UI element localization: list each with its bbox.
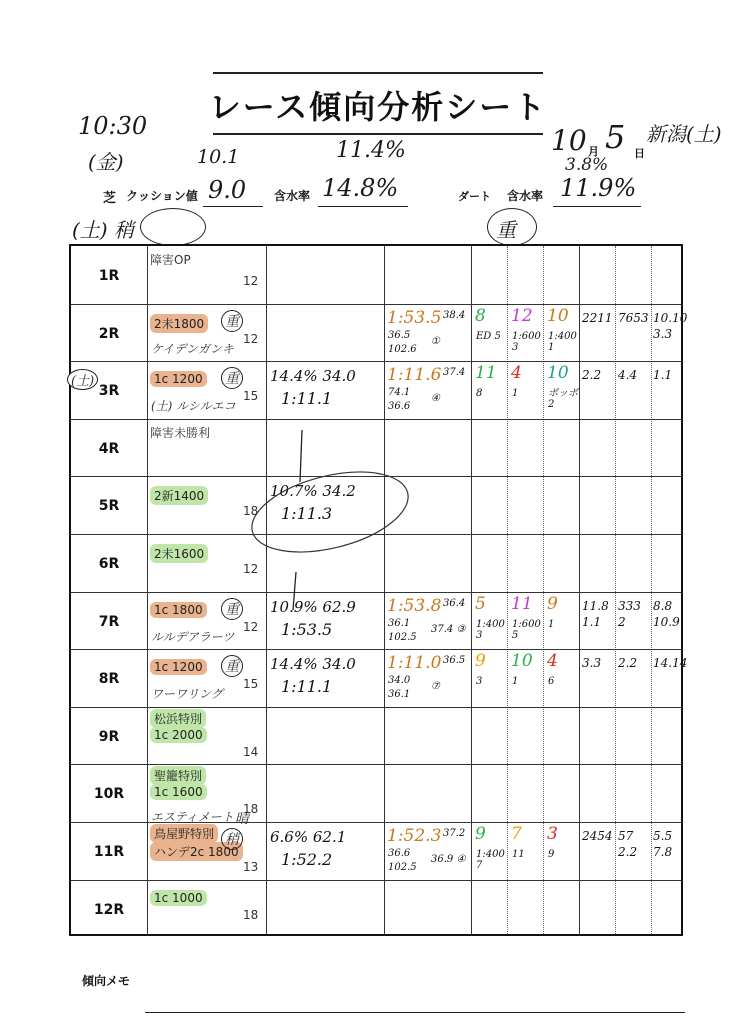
split-3: 36.9 ④: [431, 854, 466, 865]
winning-time: 1:53.5: [387, 307, 442, 328]
runner-count: 12: [243, 331, 259, 346]
date-day: 5: [605, 118, 626, 156]
day-label: 日: [634, 147, 645, 160]
runner-count: 15: [243, 389, 259, 404]
race-number: 9R: [98, 728, 120, 745]
page-title: レース傾向分析シート: [208, 88, 548, 126]
split-1: 36.6: [388, 848, 411, 859]
split-3: ⑦: [431, 681, 440, 693]
position-number: 7: [511, 824, 522, 844]
odds-3: 8.8 10.9: [653, 598, 680, 629]
condition-time: 1:52.2: [281, 850, 333, 869]
runner-count: 12: [243, 274, 259, 288]
condition-time: 1:11.3: [281, 504, 333, 524]
position-note: 3: [476, 676, 483, 688]
dirt-moisture-value: 11.9%: [560, 174, 637, 202]
split-3: ④: [431, 393, 440, 405]
dirt-moisture-top-note: 3.8%: [565, 155, 609, 175]
condition-note: 6.6% 62.1: [270, 828, 347, 846]
odds-2: 4.4: [618, 368, 638, 383]
race-class: 松浜特別: [150, 709, 206, 728]
race-number: 11R: [93, 844, 125, 860]
position-number: 9: [475, 651, 486, 672]
position-number: 11: [511, 593, 533, 614]
position-number: 10: [547, 305, 569, 326]
condition-note: 14.4% 34.0: [270, 367, 356, 386]
position-note: 1:400 1: [548, 330, 577, 353]
horse-note: エスティメート: [151, 810, 234, 824]
runner-count: 18: [243, 907, 259, 922]
position-note: 6: [548, 676, 555, 688]
turf-moisture-label: 含水率: [274, 189, 311, 203]
row-divider: [71, 649, 681, 650]
dirt-moisture-label: 含水率: [507, 189, 544, 203]
race-number: 1R: [98, 268, 120, 284]
last-3f: 37.4: [443, 367, 466, 379]
race-number: 7R: [98, 613, 120, 630]
runner-count: 18: [243, 504, 259, 519]
row-divider: [71, 419, 681, 420]
position-number: 12: [511, 305, 533, 326]
odds-1: 2.2: [582, 368, 602, 383]
condition-note: 10.9% 62.9: [270, 597, 356, 616]
position-number: 4: [547, 651, 558, 672]
race-class: 1c 1200: [150, 371, 207, 387]
row-divider: [71, 534, 681, 535]
track-mark: 稍: [221, 828, 243, 850]
split-1: 36.5: [388, 329, 411, 341]
odds-2: 57 2.2: [618, 829, 638, 859]
split-2: 36.1: [388, 689, 411, 701]
position-note: 11: [512, 849, 525, 860]
race-class-detail: 1c 1600: [150, 784, 207, 800]
position-note: ポッポ 2: [548, 388, 578, 411]
winning-time: 1:11.6: [387, 365, 442, 386]
race-class: 聖籠特別: [150, 766, 206, 785]
split-2: 102.6: [388, 343, 417, 355]
position-number: 11: [475, 363, 497, 384]
odds-3: 14.14: [653, 656, 688, 671]
col-divider: [471, 246, 472, 934]
horse-note: ケイデンガンキ: [151, 341, 234, 356]
turf-condition-note: (土) 稍: [72, 218, 134, 242]
position-note: 1: [548, 618, 555, 630]
runner-count: 13: [243, 860, 259, 874]
cushion-note: 10.1: [197, 146, 240, 168]
title-top-rule: [213, 72, 543, 74]
race-class: 2新1400: [150, 486, 208, 505]
position-note: ED 5: [476, 330, 501, 342]
horse-note: ルルデアラーツ: [151, 629, 235, 644]
odds-3: 10.10 3.3: [653, 310, 688, 341]
race-table: [69, 244, 688, 936]
last-3f: 38.4: [443, 309, 466, 321]
race-number: 6R: [98, 556, 120, 572]
race-class: 鳥屋野特別: [150, 824, 218, 843]
col-divider-dotted: [507, 246, 508, 934]
position-number: 10: [511, 651, 533, 672]
odds-2: 2.2: [618, 656, 638, 671]
row-divider: [71, 880, 681, 881]
position-note: 9: [548, 849, 555, 860]
col-divider: [147, 246, 148, 934]
condition-note: 10.7% 34.2: [270, 482, 356, 501]
position-number: 5: [475, 593, 486, 614]
row-divider: [71, 764, 681, 765]
position-number: 8: [475, 305, 486, 326]
winning-time: 1:53.8: [387, 595, 442, 616]
position-note: 1:400 3: [476, 618, 505, 641]
condition-time: 1:11.1: [281, 677, 333, 697]
position-note: 8: [476, 388, 483, 400]
dirt-moisture-underline: [553, 206, 641, 207]
row-divider: [71, 304, 681, 305]
horse-note: ワーワリング: [151, 687, 223, 702]
race-class-detail: ハンデ2c 1800: [150, 842, 243, 861]
cushion-label: クッション値: [126, 189, 198, 203]
position-note: 1:400 7: [476, 849, 505, 871]
dirt-condition-circle: [487, 208, 537, 246]
odds-3: 1.1: [653, 368, 673, 383]
cushion-underline: [203, 206, 263, 207]
turf-condition-circle: [140, 208, 206, 246]
split-1: 36.1: [388, 617, 411, 629]
track-mark: 重: [221, 598, 243, 620]
time-note: 10:30: [78, 112, 148, 140]
position-note: 1: [512, 388, 519, 400]
last-3f: 36.5: [443, 655, 466, 667]
row-divider: [71, 361, 681, 362]
position-number: 4: [511, 363, 522, 384]
race-number: 10R: [93, 786, 125, 803]
runner-count: 12: [243, 619, 259, 634]
race-number: 5R: [98, 498, 120, 515]
split-1: 74.1: [388, 387, 411, 399]
turf-moisture-value: 14.8%: [322, 174, 399, 202]
turf-moisture-top-note: 11.4%: [336, 138, 406, 163]
condition-time: 1:53.5: [281, 619, 333, 639]
odds-3: 5.5 7.8: [653, 829, 673, 859]
horse-note: (土) ルシルエコ: [151, 399, 236, 414]
condition-note: 14.4% 34.0: [270, 655, 356, 674]
date-month: 10: [551, 124, 587, 157]
track-mark: 重: [221, 367, 243, 389]
race-number: 2R: [98, 325, 120, 342]
split-1: 34.0: [388, 675, 411, 687]
race-class: 2未1800: [150, 314, 208, 333]
row-divider: [71, 476, 681, 477]
odds-1: 2454: [582, 829, 613, 843]
split-3: 37.4 ③: [431, 623, 466, 635]
position-note: 1:600 5: [512, 618, 541, 641]
row-divider: [71, 707, 681, 708]
track-mark: 重: [221, 310, 243, 332]
dirt-condition-note: 重: [496, 218, 516, 242]
split-2: 102.5: [388, 631, 417, 643]
odds-1: 3.3: [582, 656, 602, 671]
col-divider: [266, 246, 267, 934]
track-mark: 重: [221, 655, 243, 677]
race-number: 8R: [98, 671, 120, 688]
cushion-value: 9.0: [208, 176, 247, 204]
race-class: 1c 1800: [150, 602, 207, 618]
turf-label: 芝: [103, 191, 117, 206]
position-note: 1:600 3: [512, 330, 541, 353]
race-number: 3R: [98, 383, 120, 400]
winning-time: 1:11.0: [387, 653, 442, 674]
odds-2: 333 2: [618, 598, 641, 629]
position-number: 10: [547, 363, 569, 384]
race-number: 4R: [98, 440, 120, 457]
position-note: 1: [512, 676, 519, 688]
race-class-detail: 1c 2000: [150, 727, 207, 743]
pre-note: (土): [67, 369, 98, 390]
last-3f: 37.2: [443, 828, 466, 839]
odds-1: 2211: [582, 310, 613, 325]
weather-note: 晴: [235, 811, 249, 827]
odds-1: 11.8 1.1: [582, 598, 609, 629]
split-2: 102.5: [388, 862, 417, 873]
race-class: 2未1600: [150, 544, 208, 563]
dirt-label: ダート: [458, 190, 491, 203]
split-2: 36.6: [388, 401, 411, 413]
memo-label: 傾向メモ: [82, 974, 131, 988]
title-bottom-rule: [213, 133, 543, 135]
last-3f: 36.4: [443, 597, 466, 609]
turf-moisture-underline: [318, 206, 408, 207]
memo-line: [145, 1012, 685, 1013]
race-class: 1c 1000: [150, 890, 207, 906]
runner-count: 18: [243, 802, 259, 817]
position-number: 9: [547, 593, 558, 614]
split-3: ①: [431, 335, 440, 347]
weekday-note: (金): [88, 150, 124, 174]
runner-count: 14: [243, 744, 259, 759]
position-number: 9: [475, 824, 486, 844]
condition-time: 1:11.1: [281, 389, 333, 409]
position-number: 3: [547, 824, 558, 844]
venue-note: 新潟(土): [646, 122, 722, 146]
race-class: 1c 1200: [150, 659, 207, 675]
runner-count: 15: [243, 677, 259, 692]
odds-2: 7653: [618, 310, 649, 325]
race-number: 12R: [93, 901, 125, 918]
row-divider: [71, 592, 681, 593]
month-label: 月: [588, 145, 599, 158]
race-class: 障害未勝利: [150, 425, 211, 440]
race-class: 障害OP: [150, 253, 191, 267]
runner-count: 12: [243, 562, 259, 576]
col-divider: [384, 246, 385, 934]
winning-time: 1:52.3: [387, 826, 442, 846]
